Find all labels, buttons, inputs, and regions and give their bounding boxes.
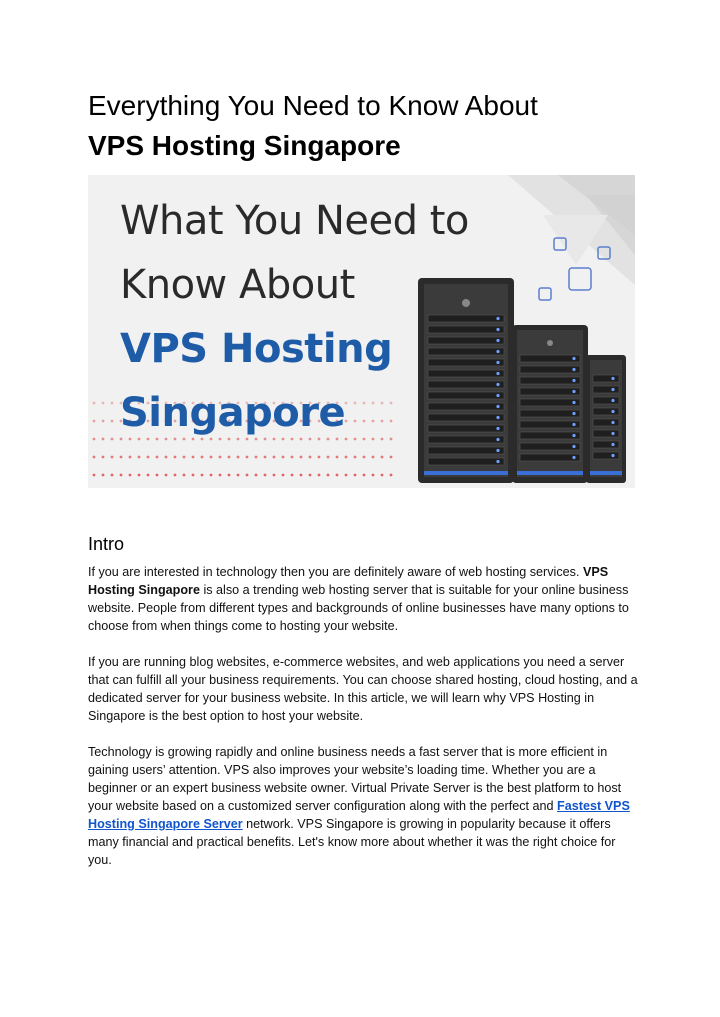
title-line-1: Everything You Need to Know About — [88, 90, 538, 121]
intro-body — [88, 563, 640, 887]
p1-bold: VPS Hosting Singapore — [88, 565, 609, 597]
paragraph-3 — [88, 743, 640, 869]
fastest-vps-link[interactable]: Fastest VPS Hosting Singapore Server — [88, 799, 630, 831]
banner-line-2: Know About — [120, 262, 355, 308]
paragraph-1 — [88, 563, 640, 635]
title-line-2: VPS Hosting Singapore — [88, 130, 401, 161]
hero-banner-image — [88, 175, 635, 488]
p1-text-b: is also a trending web hosting server that is suitable for your online business website. People from different types and backgrounds of online businesses have many options to choose from when things come to hosting your website. — [88, 583, 629, 633]
p3-text-b: network. VPS Singapore is growing in popularity because it offers many financial and practical benefits. Let's know more about whether it was the right choice for you. — [88, 817, 616, 867]
p1-text-a: If you are interested in technology then you are definitely aware of web hosting services. — [88, 565, 580, 579]
paragraph-2: If you are running blog websites, e-commerce websites, and web applications you need a server that can fulfill all your business requirements. You can choose shared hosting, cloud hosting, and a dedicated server for your business website. In this article, we will learn why VPS Hosting in Singapore is the best option to host your website. — [88, 655, 638, 723]
p3-text-a: Technology is growing rapidly and online business needs a fast server that is more efficient in gaining users’ attention. VPS also improves your website’s loading time. Whether you are a beginner or an expert business website owner. Virtual Private Server is the best platform to host your website based on a customized server configuration along with the perfect and — [88, 745, 622, 813]
banner-line-1: What You Need to — [120, 198, 469, 244]
page-title — [88, 86, 648, 166]
banner-headline — [120, 189, 469, 445]
section-heading-intro: Intro — [88, 534, 125, 554]
banner-line-4: Singapore — [120, 390, 346, 436]
banner-line-3: VPS Hosting — [120, 326, 393, 372]
